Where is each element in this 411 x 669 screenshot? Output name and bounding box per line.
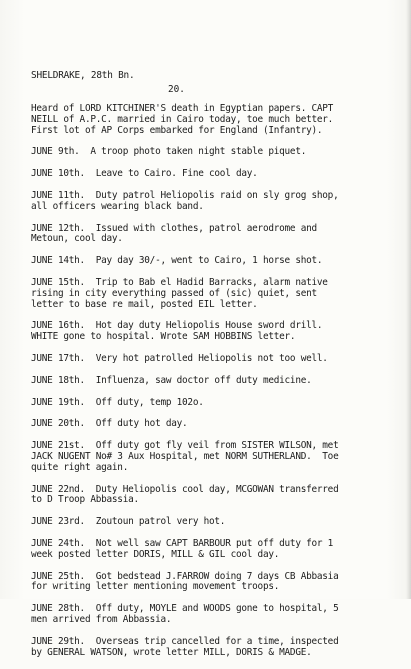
entry-line: First lot of AP Corps embarked for England (Infantry). (31, 124, 323, 136)
diary-entries (31, 104, 403, 669)
entry-line: quite right again. (31, 461, 129, 473)
diary-entry (31, 539, 403, 561)
entry-line: JACK NUGENT No# 3 Aux Hospital, met NORM SUTHERLAND. Toe (31, 450, 339, 462)
diary-entry (31, 147, 403, 158)
entry-line: JUNE 29th. Overseas trip cancelled for a time, inspected (31, 635, 339, 647)
page-number: 20. (168, 84, 185, 95)
diary-entry (31, 321, 403, 343)
entry-line: JUNE 16th. Hot day duty Heliopolis House sword drill. (31, 320, 323, 332)
entry-line: JUNE 19th. Off duty, temp 102o. (31, 396, 204, 408)
entry-line: week posted letter DORIS, MILL & GIL cool day. (31, 548, 280, 560)
diary-entry (31, 485, 403, 507)
entry-line: JUNE 24th. Not well saw CAPT BARBOUR put off duty for 1 (31, 537, 334, 549)
entry-line: Metoun, cool day. (31, 233, 123, 245)
entry-line: JUNE 25th. Got bedstead J.FARROW doing 7 days CB Abbasia (31, 570, 339, 582)
entry-line: JUNE 11th. Duty patrol Heliopolis raid on sly grog shop, (31, 189, 339, 201)
entry-line: rising in city everything passed of (sic) quiet, sent (31, 287, 317, 299)
diary-entry (31, 572, 403, 594)
document-header: SHELDRAKE, 28th Bn. (31, 70, 135, 81)
entry-line: WHITE gone to hospital. Wrote SAM HOBBINS letter. (31, 331, 296, 343)
entry-line: by GENERAL WATSON, wrote letter MILL, DORIS & MADGE. (31, 646, 312, 658)
diary-entry (31, 419, 403, 430)
diary-entry (31, 376, 403, 387)
entry-line: JUNE 17th. Very hot patrolled Heliopolis not too well. (31, 352, 328, 364)
entry-line: JUNE 20th. Off duty hot day. (31, 418, 188, 430)
entry-line: JUNE 22nd. Duty Heliopolis cool day, MCGOWAN transferred (31, 483, 339, 495)
diary-entry (31, 191, 403, 213)
diary-entry (31, 104, 403, 136)
diary-entry (31, 224, 403, 246)
page-edge-shadow (406, 0, 411, 599)
entry-line: JUNE 18th. Influenza, saw doctor off duty medicine. (31, 374, 312, 386)
entry-line: Heard of LORD KITCHINER'S death in Egyptian papers. CAPT (31, 103, 334, 114)
entry-line: all officers wearing black band. (31, 200, 204, 212)
diary-entry (31, 256, 403, 267)
diary-entry (31, 278, 403, 310)
entry-line: for writing letter mentioning movement troops. (31, 581, 280, 593)
entry-line: JUNE 14th. Pay day 30/-, went to Cairo, 1 horse shot. (31, 255, 323, 267)
entry-line: to D Troop Abbassia. (31, 494, 139, 506)
entry-line: JUNE 12th. Issued with clothes, patrol aerodrome and (31, 222, 317, 234)
entry-line: JUNE 9th. A troop photo taken night stable piquet. (31, 146, 307, 158)
entry-line: men arrived from Abbassia. (31, 613, 172, 625)
diary-entry (31, 398, 403, 409)
diary-entry (31, 169, 403, 180)
diary-entry (31, 604, 403, 626)
diary-entry (31, 517, 403, 528)
entry-line: JUNE 23rd. Zoutoun patrol very hot. (31, 516, 226, 528)
diary-entry (31, 354, 403, 365)
diary-entry (31, 441, 403, 473)
entry-line: NEILL of A.P.C. married in Cairo today, toe much better. (31, 113, 334, 125)
entry-line: JUNE 21st. Off duty got fly veil from SISTER WILSON, met (31, 440, 339, 452)
diary-entry (31, 637, 403, 659)
entry-line: JUNE 28th. Off duty, MOYLE and WOODS gone to hospital, 5 (31, 603, 339, 615)
entry-line: letter to base re mail, posted EIL letter. (31, 298, 258, 310)
entry-line: JUNE 10th. Leave to Cairo. Fine cool day. (31, 168, 258, 180)
entry-line: JUNE 15th. Trip to Bab el Hadid Barracks, alarm native (31, 276, 328, 288)
